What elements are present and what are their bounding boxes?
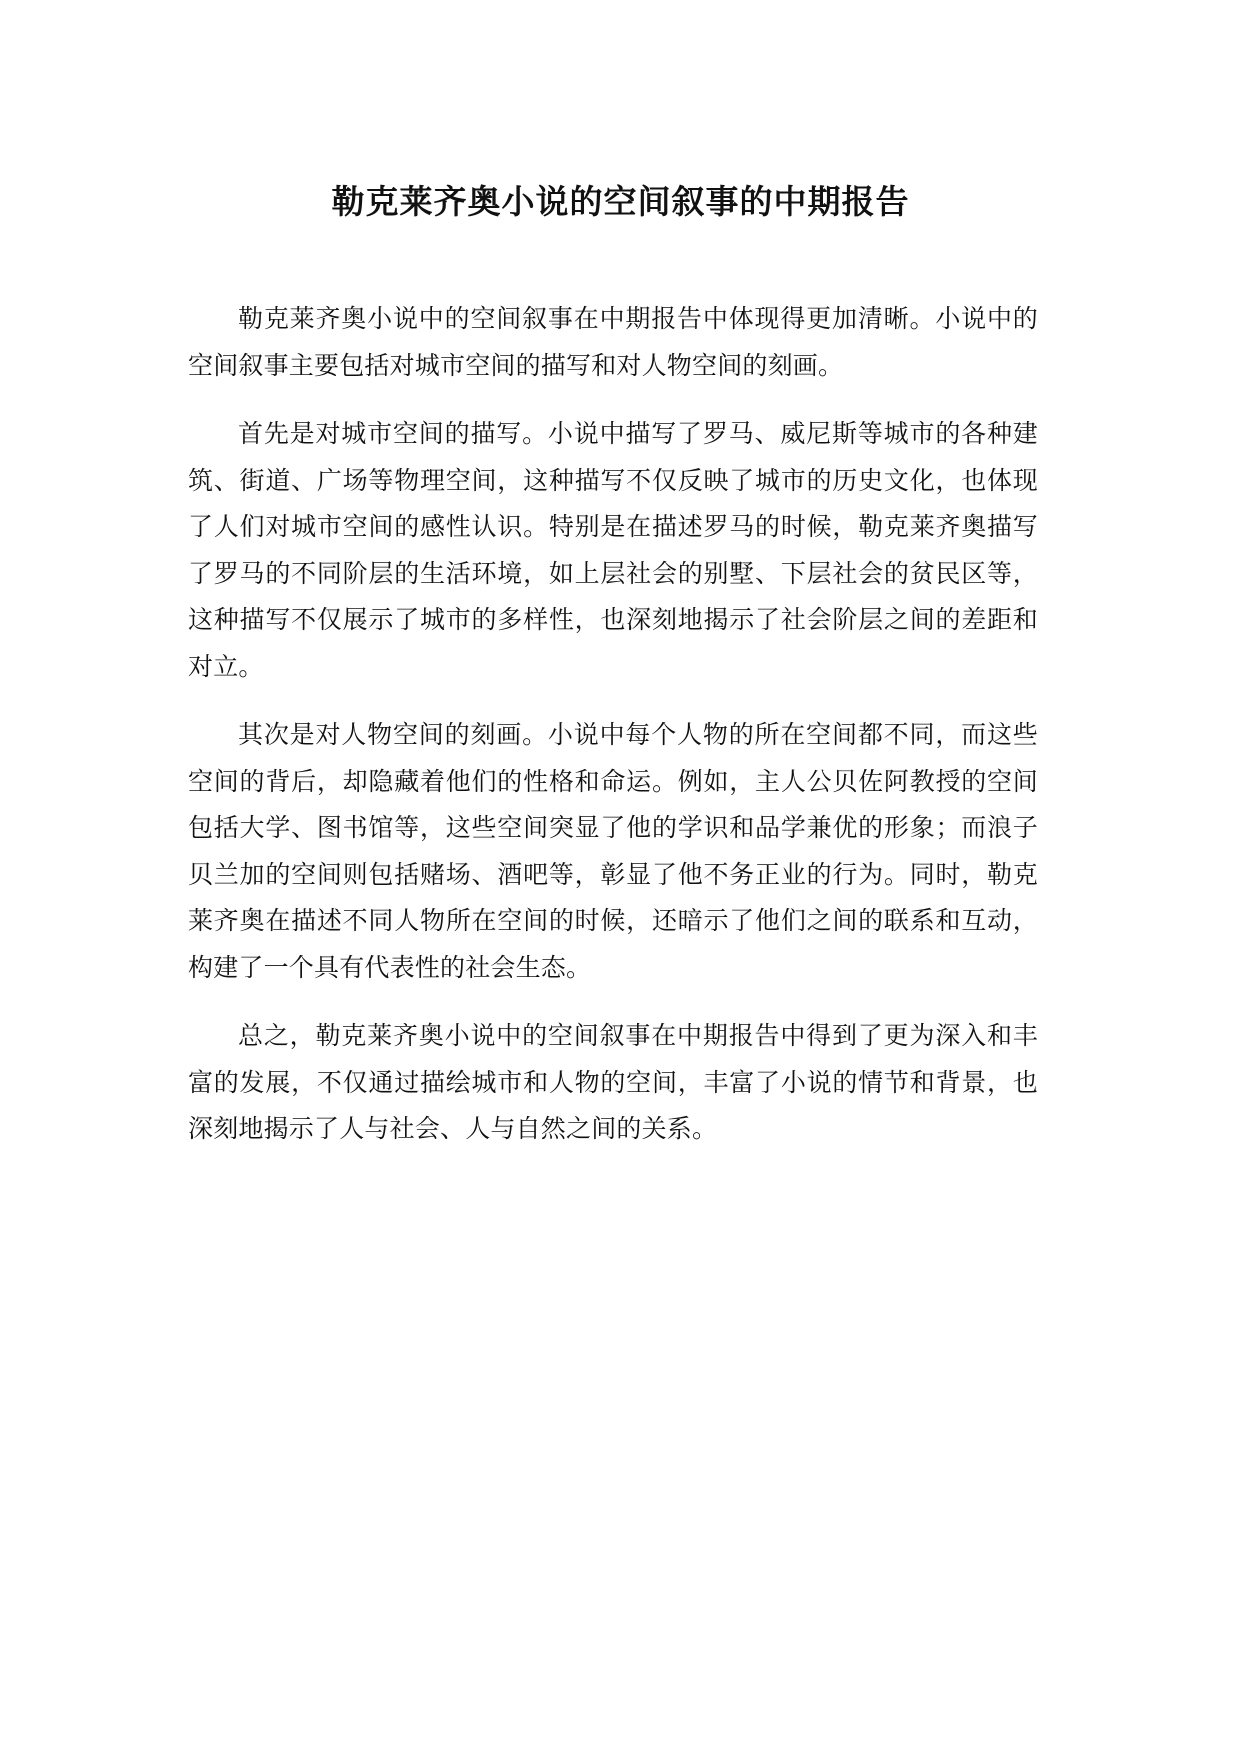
paragraph-character-space: 其次是对人物空间的刻画。小说中每个人物的所在空间都不同，而这些空间的背后，却隐藏着他们的性格和命运。例如，主人公贝佐阿教授的空间包括大学、图书馆等，这些空间突显了他的学识和品学兼优的形象；而浪子贝兰加的空间则包括赌场、酒吧等，彰显了他不务正业的行为。同时，勒克莱齐奥在描述不同人物所在空间的时候，还暗示了他们之间的联系和互动，构建了一个具有代表性的社会生态。 — [188, 720, 1038, 982]
document-title: 勒克莱齐奥小说的空间叙事的中期报告 — [331, 182, 910, 221]
paragraph-intro: 勒克莱齐奥小说中的空间叙事在中期报告中体现得更加清晰。小说中的空间叙事主要包括对城市空间的描写和对人物空间的刻画。 — [188, 304, 1038, 380]
paragraph-city-space: 首先是对城市空间的描写。小说中描写了罗马、威尼斯等城市的各种建筑、街道、广场等物理空间，这种描写不仅反映了城市的历史文化，也体现了人们对城市空间的感性认识。特别是在描述罗马的时候，勒克莱齐奥描写了罗马的不同阶层的生活环境，如上层社会的别墅、下层社会的贫民区等，这种描写不仅展示了城市的多样性，也深刻地揭示了社会阶层之间的差距和对立。 — [188, 419, 1038, 681]
paragraph-conclusion: 总之，勒克莱齐奥小说中的空间叙事在中期报告中得到了更为深入和丰富的发展，不仅通过描绘城市和人物的空间，丰富了小说的情节和背景，也深刻地揭示了人与社会、人与自然之间的关系。 — [188, 1021, 1038, 1143]
document-body — [188, 296, 1038, 1175]
